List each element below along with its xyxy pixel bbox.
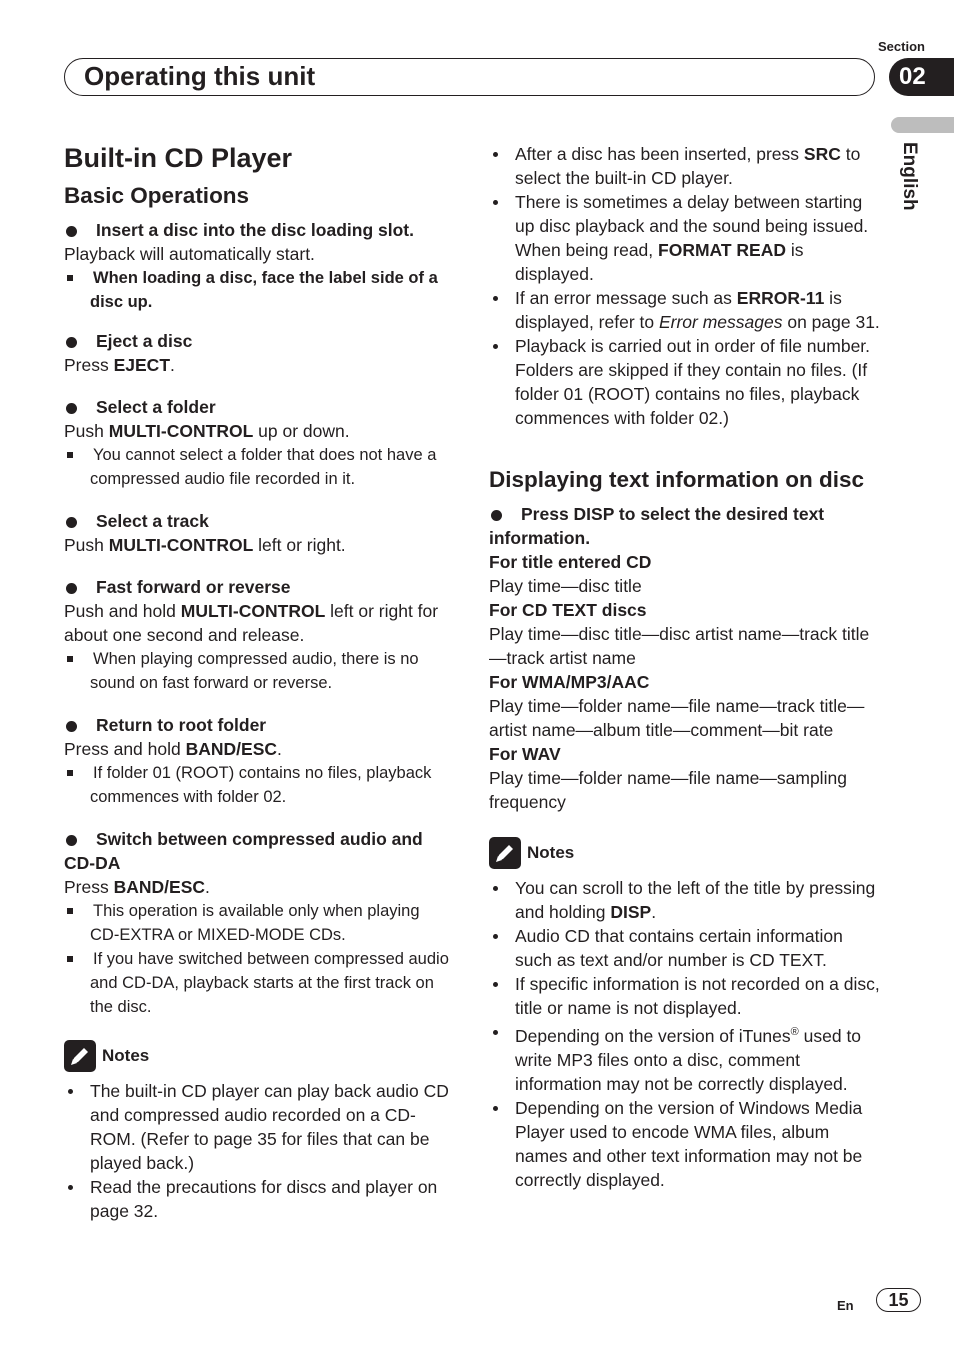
mode-body: Play time—folder name—file name—track title—artist name—album title—comment—bit rate	[489, 696, 865, 740]
list-item: Playback is carried out in order of file number. Folders are skipped if they contain no files. (If folder 01 (ROOT) contains no files, playback commences with folder 02.)	[489, 334, 881, 430]
subsection-heading: Displaying text information on disc	[489, 467, 865, 492]
instruction-body: Push and hold MULTI-CONTROL left or right for about one second and release.	[64, 601, 439, 645]
instruction-heading: Eject a disc	[64, 329, 452, 353]
subsection-heading: Basic Operations	[64, 183, 250, 208]
instruction-body: Playback will automatically start.	[64, 244, 315, 264]
instruction-heading: Insert a disc into the disc loading slot.	[64, 218, 452, 242]
list-item: Read the precautions for discs and player on page 32.	[64, 1175, 452, 1223]
instruction-heading: Switch between compressed audio and CD-DA	[64, 827, 452, 875]
pencil-icon	[489, 837, 521, 869]
list-item: If an error message such as ERROR-11 is displayed, refer to Error messages on page 31.	[489, 286, 881, 334]
mode-body: Play time—disc title—disc artist name—track title—track artist name	[489, 624, 870, 668]
instruction-body: Push MULTI-CONTROL left or right.	[64, 535, 346, 555]
left-column	[64, 140, 452, 1223]
instruction-heading: Return to root folder	[64, 713, 452, 737]
note-item: If you have switched between compressed audio and CD-DA, playback starts at the first track on the disc.	[64, 947, 452, 1019]
language-tab	[891, 117, 954, 133]
instruction-heading: Select a folder	[64, 395, 452, 419]
list-item: After a disc has been inserted, press SRC to select the built-in CD player.	[489, 142, 881, 190]
notes-list	[64, 1079, 452, 1223]
page-title: Operating this unit	[84, 61, 316, 91]
mode-heading: For WMA/MP3/AAC	[489, 672, 650, 692]
note-item: When playing compressed audio, there is no sound on fast forward or reverse.	[64, 647, 452, 695]
list-item: If specific information is not recorded on a disc, title or name is not displayed.	[489, 972, 881, 1020]
list-item: The built-in CD player can play back audio CD and compressed audio recorded on a CD-ROM. (Refer to page 35 for files that can be played back.)	[64, 1079, 452, 1175]
section-label: Section	[878, 39, 925, 54]
instruction-body: Press and hold BAND/ESC.	[64, 739, 282, 759]
notes-header: Notes	[64, 1039, 452, 1073]
instruction-heading: Fast forward or reverse	[64, 575, 452, 599]
notes-header: Notes	[489, 836, 881, 870]
instruction-body: Press BAND/ESC.	[64, 877, 210, 897]
page-number: 15	[876, 1288, 921, 1312]
list-item: There is sometimes a delay between starting up disc playback and the sound being issued. When being read, FORMAT READ is displayed.	[489, 190, 881, 286]
note-item: If folder 01 (ROOT) contains no files, playback commences with folder 02.	[64, 761, 452, 809]
section-number-badge: 02	[889, 58, 954, 96]
note-item: This operation is available only when playing CD-EXTRA or MIXED-MODE CDs.	[64, 899, 452, 947]
list-item: You can scroll to the left of the title by pressing and holding DISP.	[489, 876, 881, 924]
notes-list	[489, 876, 881, 1192]
mode-body: Play time—disc title	[489, 576, 642, 596]
instruction-heading: Press DISP to select the desired text information.	[489, 502, 881, 550]
bullet-list	[489, 142, 881, 430]
instruction-body: Push MULTI-CONTROL up or down.	[64, 421, 350, 441]
instruction-heading: Select a track	[64, 509, 452, 533]
list-item: Depending on the version of Windows Media Player used to encode WMA files, album names and other text information may not be correctly displayed.	[489, 1096, 881, 1192]
mode-heading: For title entered CD	[489, 552, 652, 572]
note-item: When loading a disc, face the label side of a disc up.	[64, 266, 452, 314]
mode-heading: For CD TEXT discs	[489, 600, 647, 620]
instruction-body: Press EJECT.	[64, 355, 175, 375]
right-column	[489, 142, 881, 1192]
mode-body: Play time—folder name—file name—sampling frequency	[489, 768, 847, 812]
list-item: Depending on the version of iTunes® used to write MP3 files onto a disc, comment information may not be correctly displayed.	[489, 1020, 881, 1096]
note-item: You cannot select a folder that does not have a compressed audio file recorded in it.	[64, 443, 452, 491]
pencil-icon	[64, 1040, 96, 1072]
section-heading: Built-in CD Player	[64, 143, 293, 173]
mode-heading: For WAV	[489, 744, 561, 764]
list-item: Audio CD that contains certain information such as text and/or number is CD TEXT.	[489, 924, 881, 972]
footer-language: En	[837, 1298, 854, 1313]
language-label: English	[899, 142, 920, 211]
